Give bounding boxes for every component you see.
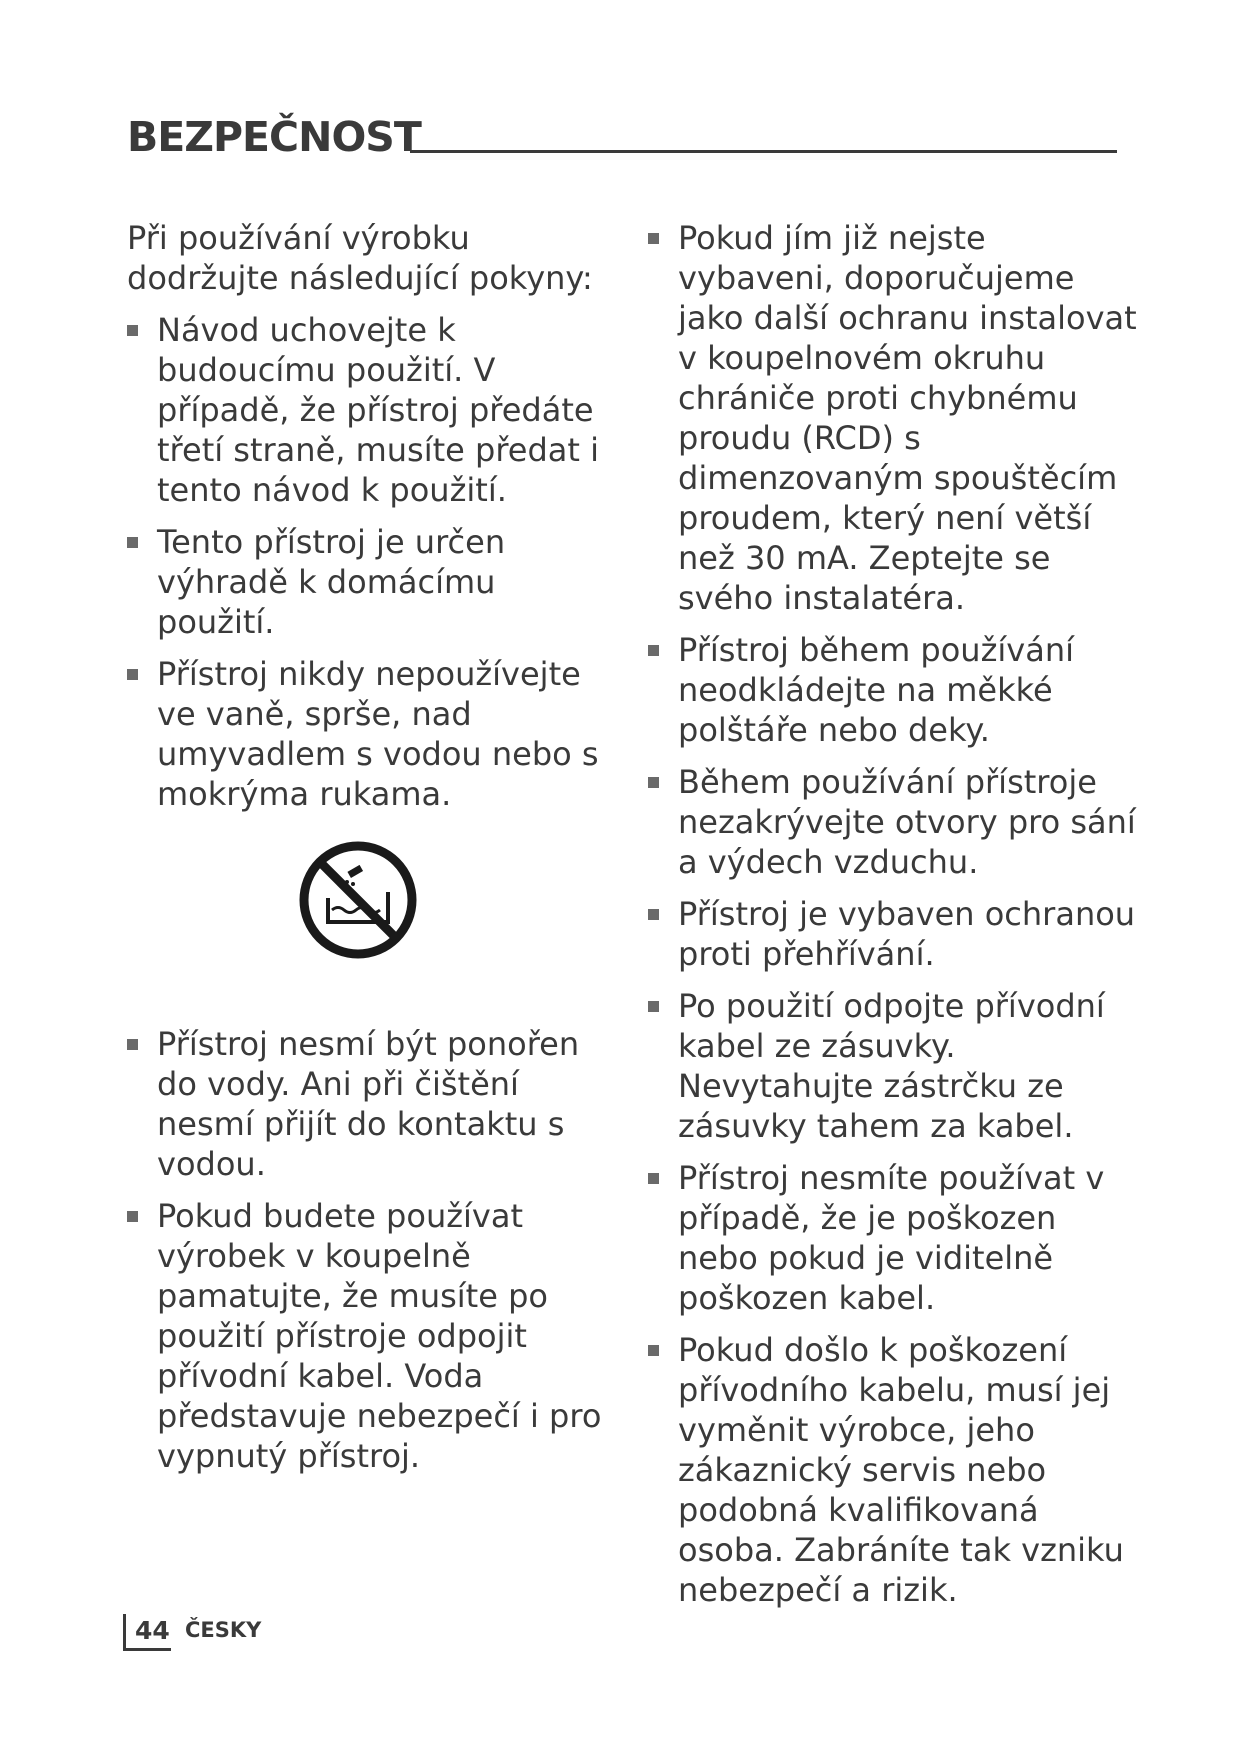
bullet-square-icon [127, 325, 138, 336]
intro-text: Při používání výrobku dodržujte následující pokyny: [127, 219, 593, 297]
bullet-square-icon [648, 1173, 659, 1184]
page-header [127, 112, 1117, 162]
list-item [127, 1196, 617, 1476]
bullet-square-icon [127, 1039, 138, 1050]
list-item [648, 762, 1138, 882]
list-item [127, 522, 617, 642]
list-item-text: Přístroj během používání neodkládejte na měkké polštáře nebo deky. [678, 631, 1074, 749]
list-item [648, 1330, 1138, 1610]
list-item [648, 894, 1138, 974]
bullet-square-icon [648, 777, 659, 788]
no-water-use-icon [298, 840, 418, 960]
left-column [127, 218, 617, 1476]
list-item-text: Přístroj nesmíte používat v případě, že je poškozen nebo pokud je viditelně poškozen kabel. [678, 1159, 1105, 1317]
list-item-text: Přístroj je vybaven ochranou proti přehřívání. [678, 895, 1136, 973]
bullet-square-icon [648, 233, 659, 244]
list-item [127, 310, 617, 510]
list-item-text: Během používání přístroje nezakrývejte otvory pro sání a výdech vzduchu. [678, 763, 1136, 881]
bullet-square-icon [648, 1345, 659, 1356]
footer-rule [123, 1614, 126, 1648]
bullet-square-icon [127, 669, 138, 680]
list-item-text: Pokud došlo k poškození přívodního kabelu, musí jej vyměnit výrobce, jeho zákaznický servis nebo podobná kvalifikovaná osoba. Zabráníte tak vzniku nebezpečí a rizik. [678, 1331, 1124, 1609]
list-item [648, 630, 1138, 750]
bullet-square-icon [127, 1211, 138, 1222]
list-item [127, 654, 617, 814]
page-title: BEZPEČNOST [127, 113, 421, 161]
bullet-square-icon [127, 537, 138, 548]
list-item-text: Přístroj nesmí být ponořen do vody. Ani při čištění nesmí přijít do kontaktu s vodou. [157, 1025, 580, 1183]
list-item-text: Pokud budete používat výrobek v koupelně pamatujte, že musíte po použití přístroje odpojit přívodní kabel. Voda představuje nebezpečí i pro vypnutý přístroj. [157, 1197, 602, 1475]
list-item [648, 1158, 1138, 1318]
list-item-text: Po použití odpojte přívodní kabel ze zásuvky. Nevytahujte zástrčku ze zásuvky tahem za kabel. [678, 987, 1105, 1145]
list-item-text: Návod uchovejte k budoucímu použití. V případě, že přístroj předáte třetí straně, musíte předat i tento návod k použití. [157, 311, 599, 509]
list-item-text: Přístroj nikdy nepoužívejte ve vaně, sprše, nad umyvadlem s vodou nebo s mokrýma rukama. [157, 655, 599, 813]
list-item-text: Tento přístroj je určen výhradě k domácímu použití. [157, 523, 506, 641]
footer-language: ČESKY [185, 1618, 262, 1642]
bullet-square-icon [648, 645, 659, 656]
right-column [648, 218, 1138, 1610]
bullet-square-icon [648, 1001, 659, 1012]
footer-underline [123, 1648, 171, 1651]
bullet-square-icon [648, 909, 659, 920]
list-item [648, 986, 1138, 1146]
page-number: 44 [135, 1616, 170, 1645]
header-rule [410, 150, 1117, 153]
list-item [648, 218, 1138, 618]
list-item-text: Pokud jím již nejste vybaveni, doporučujeme jako další ochranu instalovat v koupelnovém okruhu chrániče proti chybnému proudu (RCD) s dimenzovaným spouštěcím proudem, který není větší než 30 mA. Zeptejte se svého instalatéra. [678, 219, 1137, 617]
list-item [127, 1024, 617, 1184]
